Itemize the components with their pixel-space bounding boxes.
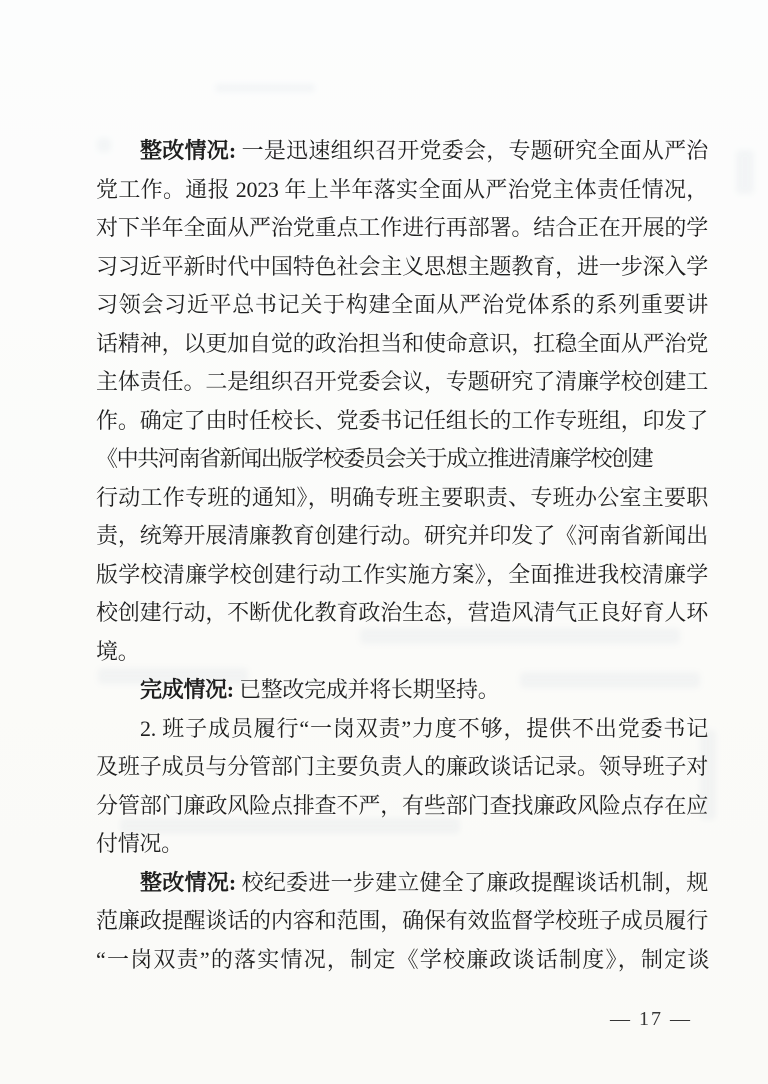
line-text: 对下半年全面从严治党重点工作进行再部署。结合正在开展的学	[96, 215, 708, 240]
body-line	[96, 748, 708, 787]
line-text: 校纪委进一步建立健全了廉政提醒谈话机制，规	[235, 869, 708, 895]
body-line	[96, 556, 708, 595]
body-line	[96, 633, 708, 672]
body-line	[96, 440, 708, 479]
section-label: 完成情况:	[140, 677, 234, 702]
body-line	[96, 479, 708, 518]
body-line	[96, 132, 708, 171]
line-text: 一是迅速组织召开党委会，专题研究全面从严治	[235, 138, 708, 163]
body-line	[96, 941, 708, 980]
line-text: 付情况。	[96, 831, 183, 856]
section-label: 整改情况:	[140, 138, 236, 163]
body-line	[96, 363, 708, 402]
line-text: 作。确定了由时任校长、党委书记任组长的工作专班组，印发了	[96, 407, 708, 433]
line-text: 校创建行动，不断优化教育政治生态，营造风清气正良好育人环	[96, 600, 708, 625]
body-line	[96, 248, 708, 287]
body-line	[96, 286, 708, 325]
body-line	[96, 171, 708, 210]
line-text: 习领会习近平总书记关于构建全面从严治党体系的系列重要讲	[96, 292, 708, 317]
line-text: 责，统筹开展清廉教育创建行动。研究并印发了《河南省新闻出	[96, 523, 708, 548]
bleedthrough-smudge	[736, 150, 754, 194]
line-text: 范廉政提醒谈话的内容和范围，确保有效监督学校班子成员履行	[96, 908, 708, 933]
body-line	[96, 402, 708, 441]
section-label: 整改情况:	[140, 869, 236, 895]
body-line	[96, 825, 708, 864]
body-line	[96, 902, 708, 941]
body-line	[96, 671, 708, 710]
body-line	[96, 710, 708, 749]
body-line	[96, 864, 708, 903]
body-line	[96, 594, 708, 633]
body-line	[96, 787, 708, 826]
line-text: 主体责任。二是组织召开党委会议，专题研究了清廉学校创建工	[96, 369, 708, 394]
body-line	[96, 517, 708, 556]
line-text: 行动工作专班的通知》，明确专班主要职责、专班办公室主要职	[96, 484, 708, 510]
page-number: — 17 —	[610, 1008, 692, 1030]
line-text: 话精神，以更加自觉的政治担当和使命意识，扛稳全面从严治党	[96, 330, 708, 356]
body-line	[96, 209, 708, 248]
line-text: 分管部门廉政风险点排查不严，有些部门查找廉政风险点存在应	[96, 792, 708, 818]
line-text: 2. 班子成员履行“一岗双责”力度不够，提供不出党委书记	[140, 715, 708, 741]
line-text: 党工作。通报 2023 年上半年落实全面从严治党主体责任情况，	[96, 176, 708, 202]
document-body	[96, 132, 708, 979]
line-text: 境。	[96, 638, 140, 664]
line-text: 及班子成员与分管部门主要负责人的廉政谈话记录。领导班子对	[96, 754, 708, 779]
bleedthrough-smudge	[215, 84, 315, 92]
line-text: 习习近平新时代中国特色社会主义思想主题教育，进一步深入学	[96, 253, 708, 279]
line-text: 《中共河南省新闻出版学校委员会关于成立推进清廉学校创建	[96, 446, 653, 471]
line-text: “一岗双责”的落实情况，制定《学校廉政谈话制度》，制定谈	[96, 946, 708, 972]
line-text: 已整改完成并将长期坚持。	[233, 677, 500, 702]
body-line	[96, 325, 708, 364]
line-text: 版学校清廉学校创建行动工作实施方案》，全面推进我校清廉学	[96, 561, 708, 587]
